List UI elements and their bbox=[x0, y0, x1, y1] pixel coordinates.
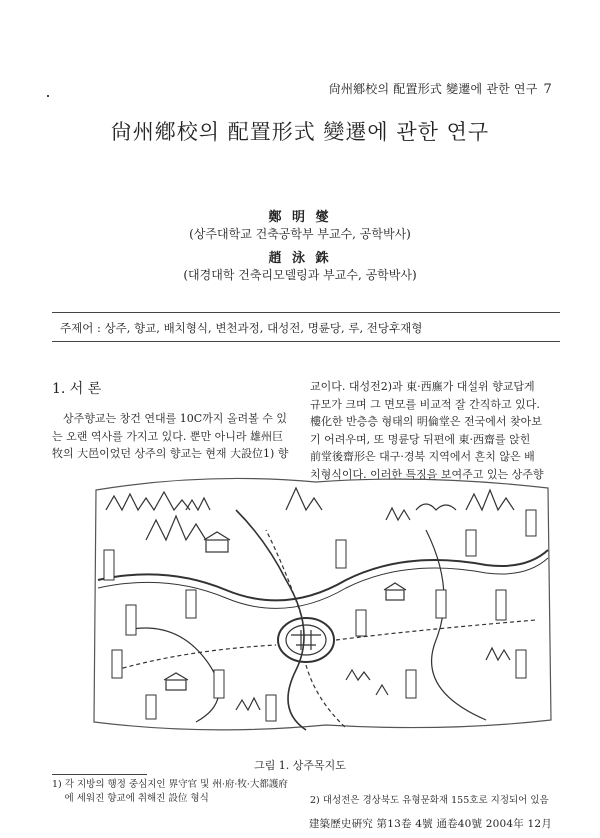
body-line: 상주향교는 창건 연대를 10C까지 올려볼 수 있 bbox=[52, 412, 288, 425]
footnote-2: 2) 대성전은 경상북도 유형문화재 155호로 지정되어 있음 bbox=[310, 795, 549, 806]
body-line: 규모가 크며 그 면모를 비교적 잘 간직하고 있다. bbox=[310, 397, 540, 411]
footnote-line: 에 세워진 향교에 취해진 設位 형식 bbox=[52, 793, 209, 804]
body-line: 牧의 大邑이었던 상주의 향교는 현재 大設位1) 향 bbox=[52, 447, 289, 460]
author-name-1: 鄭 明 燮 bbox=[268, 210, 332, 225]
author-affiliation-1: (상주대학교 건축공학부 부교수, 공학박사) bbox=[189, 227, 411, 241]
body-line: 교이다. 대성전2)과 東·西廡가 대설위 향교답게 bbox=[310, 380, 535, 393]
keywords-text: 주제어 : 상주, 향교, 배치형식, 변천과정, 대성전, 명륜당, 루, 전당후재형 bbox=[60, 321, 423, 335]
figure-caption: 그림 1. 상주목지도 bbox=[254, 759, 346, 772]
section-heading: 1. 서 론 bbox=[52, 381, 102, 397]
right-column bbox=[310, 378, 560, 483]
paper-title: 尙州鄕校의 配置形式 變遷에 관한 연구 bbox=[110, 120, 490, 144]
running-header bbox=[329, 80, 552, 97]
author-affiliation-2: (대경대학 건축리모델링과 부교수, 공학박사) bbox=[183, 268, 417, 282]
journal-footer: 建築歷史硏究 第13卷 4號 通卷40號 2004年 12月 bbox=[308, 818, 552, 830]
stray-mark bbox=[47, 95, 49, 97]
body-line: 樓化한 반층층 형태의 明倫堂은 전국에서 찾아보 bbox=[310, 415, 542, 428]
author-name-2: 趙 泳 銖 bbox=[268, 251, 332, 266]
footnote-1 bbox=[52, 778, 288, 806]
body-line: 기 어려우며, 또 명륜당 뒤편에 東·西齋를 앉힌 bbox=[310, 432, 531, 446]
footnote-line: 1) 각 지방의 행정 중심지인 界守官 및 州·府·牧·大都護府 bbox=[52, 779, 288, 790]
body-line: 는 오랜 역사를 가지고 있다. 뿐만 아니라 雄州巨 bbox=[52, 429, 283, 443]
page-number: 7 bbox=[543, 82, 552, 97]
left-column bbox=[52, 410, 292, 463]
sangju-map-figure bbox=[86, 470, 556, 740]
body-line: 前堂後齋形은 대구·경북 지역에서 흔치 않은 배 bbox=[310, 450, 535, 463]
running-header-title: 尙州鄕校의 配置形式 變遷에 관한 연구 bbox=[328, 82, 538, 96]
body-line: 치형식이다. 이러한 특징을 보여주고 있는 상주향 bbox=[310, 467, 544, 481]
keywords-box bbox=[52, 312, 560, 342]
footnote-rule bbox=[52, 774, 147, 775]
